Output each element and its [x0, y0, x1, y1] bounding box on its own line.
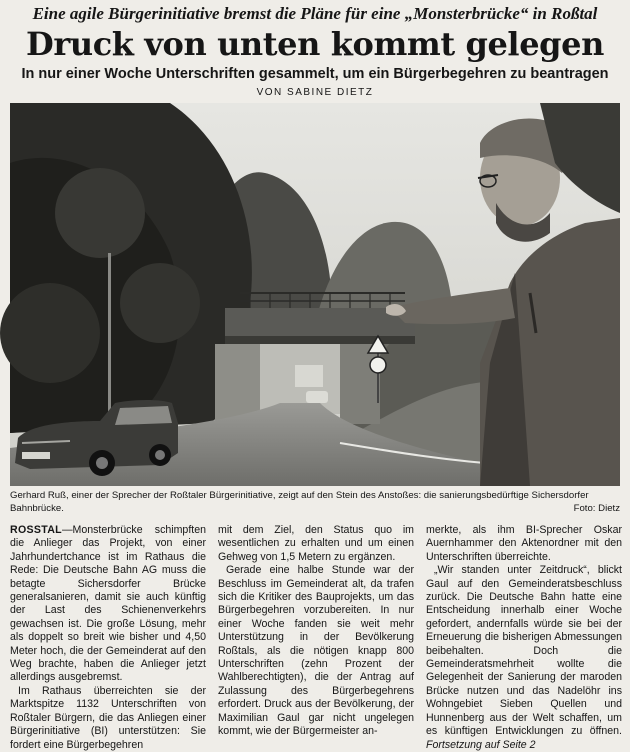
- paragraph-text: —Monsterbrücke schimpften die Anlieger das Projekt, von einer Jahrhundertchance ist im Rathaus die Rede: Die Deutsche Bahn AG muss die betagte Sichersdorfer Brücke generalsanieren, damit sie auch künftig der Last des Schienenverkehrs gewachsen ist. Die große Lösung, mehr als doppelt so breit wie bisher und 4,50 Meter hoch, die der Gemeinderat auf den Weg brachte, haben die Anlieger jetzt allerdings ausgebremst.: [10, 524, 206, 684]
- paragraph: Im Rathaus überreichten sie der Marktspitze 1132 Unterschriften von Roßtaler Bürgern, die das Anliegen einer Bürgerinitiative (BI) unterstützen: Sie fordert eine Bürgerbegehren: [10, 684, 206, 751]
- article-column-2: [218, 524, 414, 738]
- photo-caption: [10, 489, 622, 519]
- paragraph: merkte, als ihm BI-Sprecher Oskar Auernhammer den Aktenordner mit den Unterschriften überreichte.: [426, 524, 622, 563]
- article-photo: [10, 103, 620, 486]
- continuation-note: Fortsetzung auf Seite 2: [426, 738, 536, 751]
- article-column-1: [10, 524, 206, 751]
- paragraph: [426, 564, 622, 752]
- article-body: [10, 524, 622, 751]
- photo-credit: Foto: Dietz: [573, 503, 620, 514]
- article-column-3: [426, 524, 622, 751]
- byline: VON SABINE DIETZ: [256, 87, 374, 98]
- paragraph: [10, 524, 206, 685]
- subheadline: In nur einer Woche Unterschriften gesammelt, um ein Bürgerbegehren zu beantragen: [21, 66, 609, 82]
- paragraph: mit dem Ziel, den Status quo im wesentlichen zu erhalten und um einen Gehweg von 1,5 Metern zu ergänzen.: [218, 524, 414, 563]
- headline: Druck von unten kommt gelegen: [26, 25, 604, 63]
- caption-text: Gerhard Ruß, einer der Sprecher der Roßtaler Bürgerinitiative, zeigt auf den Stein des Anstoßes: die sanierungsbedürftige Sichersdorfer Bahnbrücke.: [10, 490, 589, 514]
- kicker: Eine agile Bürgerinitiative bremst die Pläne für eine „Monsterbrücke“ in Roßtal: [32, 4, 598, 23]
- paragraph: Gerade eine halbe Stunde war der Beschluss im Gemeinderat alt, da trafen sich die Kritiker des Bauprojekts, um das Bürgerbegehren vorzubereiten. In nur einer Woche fanden sie weit mehr Unterstützung in der Bevölkerung Roßtals, als die nötigen knapp 800 Unterschriften (zehn Prozent der Wahlberechtigten), die der Antrag auf Zulassung des Bürgerbegehrens erfordert. Druck aus der Bevölkerung, der Maximilian Gaul gar nicht ungelegen kommt, wie der Bürgermeister an-: [218, 564, 414, 738]
- dateline: ROSSTAL: [10, 524, 62, 536]
- paragraph-text: „Wir standen unter Zeitdruck“, blickt Gaul auf den Gemeinderatsbeschluss zurück. Die Deutsche Bahn hatte eine Entscheidung innerhalb einer Woche gefordert, andernfalls würde sie bei der Erneuerung die bisherigen Abmessungen beibehalten. Doch die Gemeinderatsmehrheit wollte die Gelegenheit der Sanierung der maroden Brücke nutzen und das Nadelöhr ins Wohngebiet Sieben Quellen und Hunnenberg aus der Welt schaffen, um es künftigen Entwicklungen zu öffnen.: [426, 564, 622, 738]
